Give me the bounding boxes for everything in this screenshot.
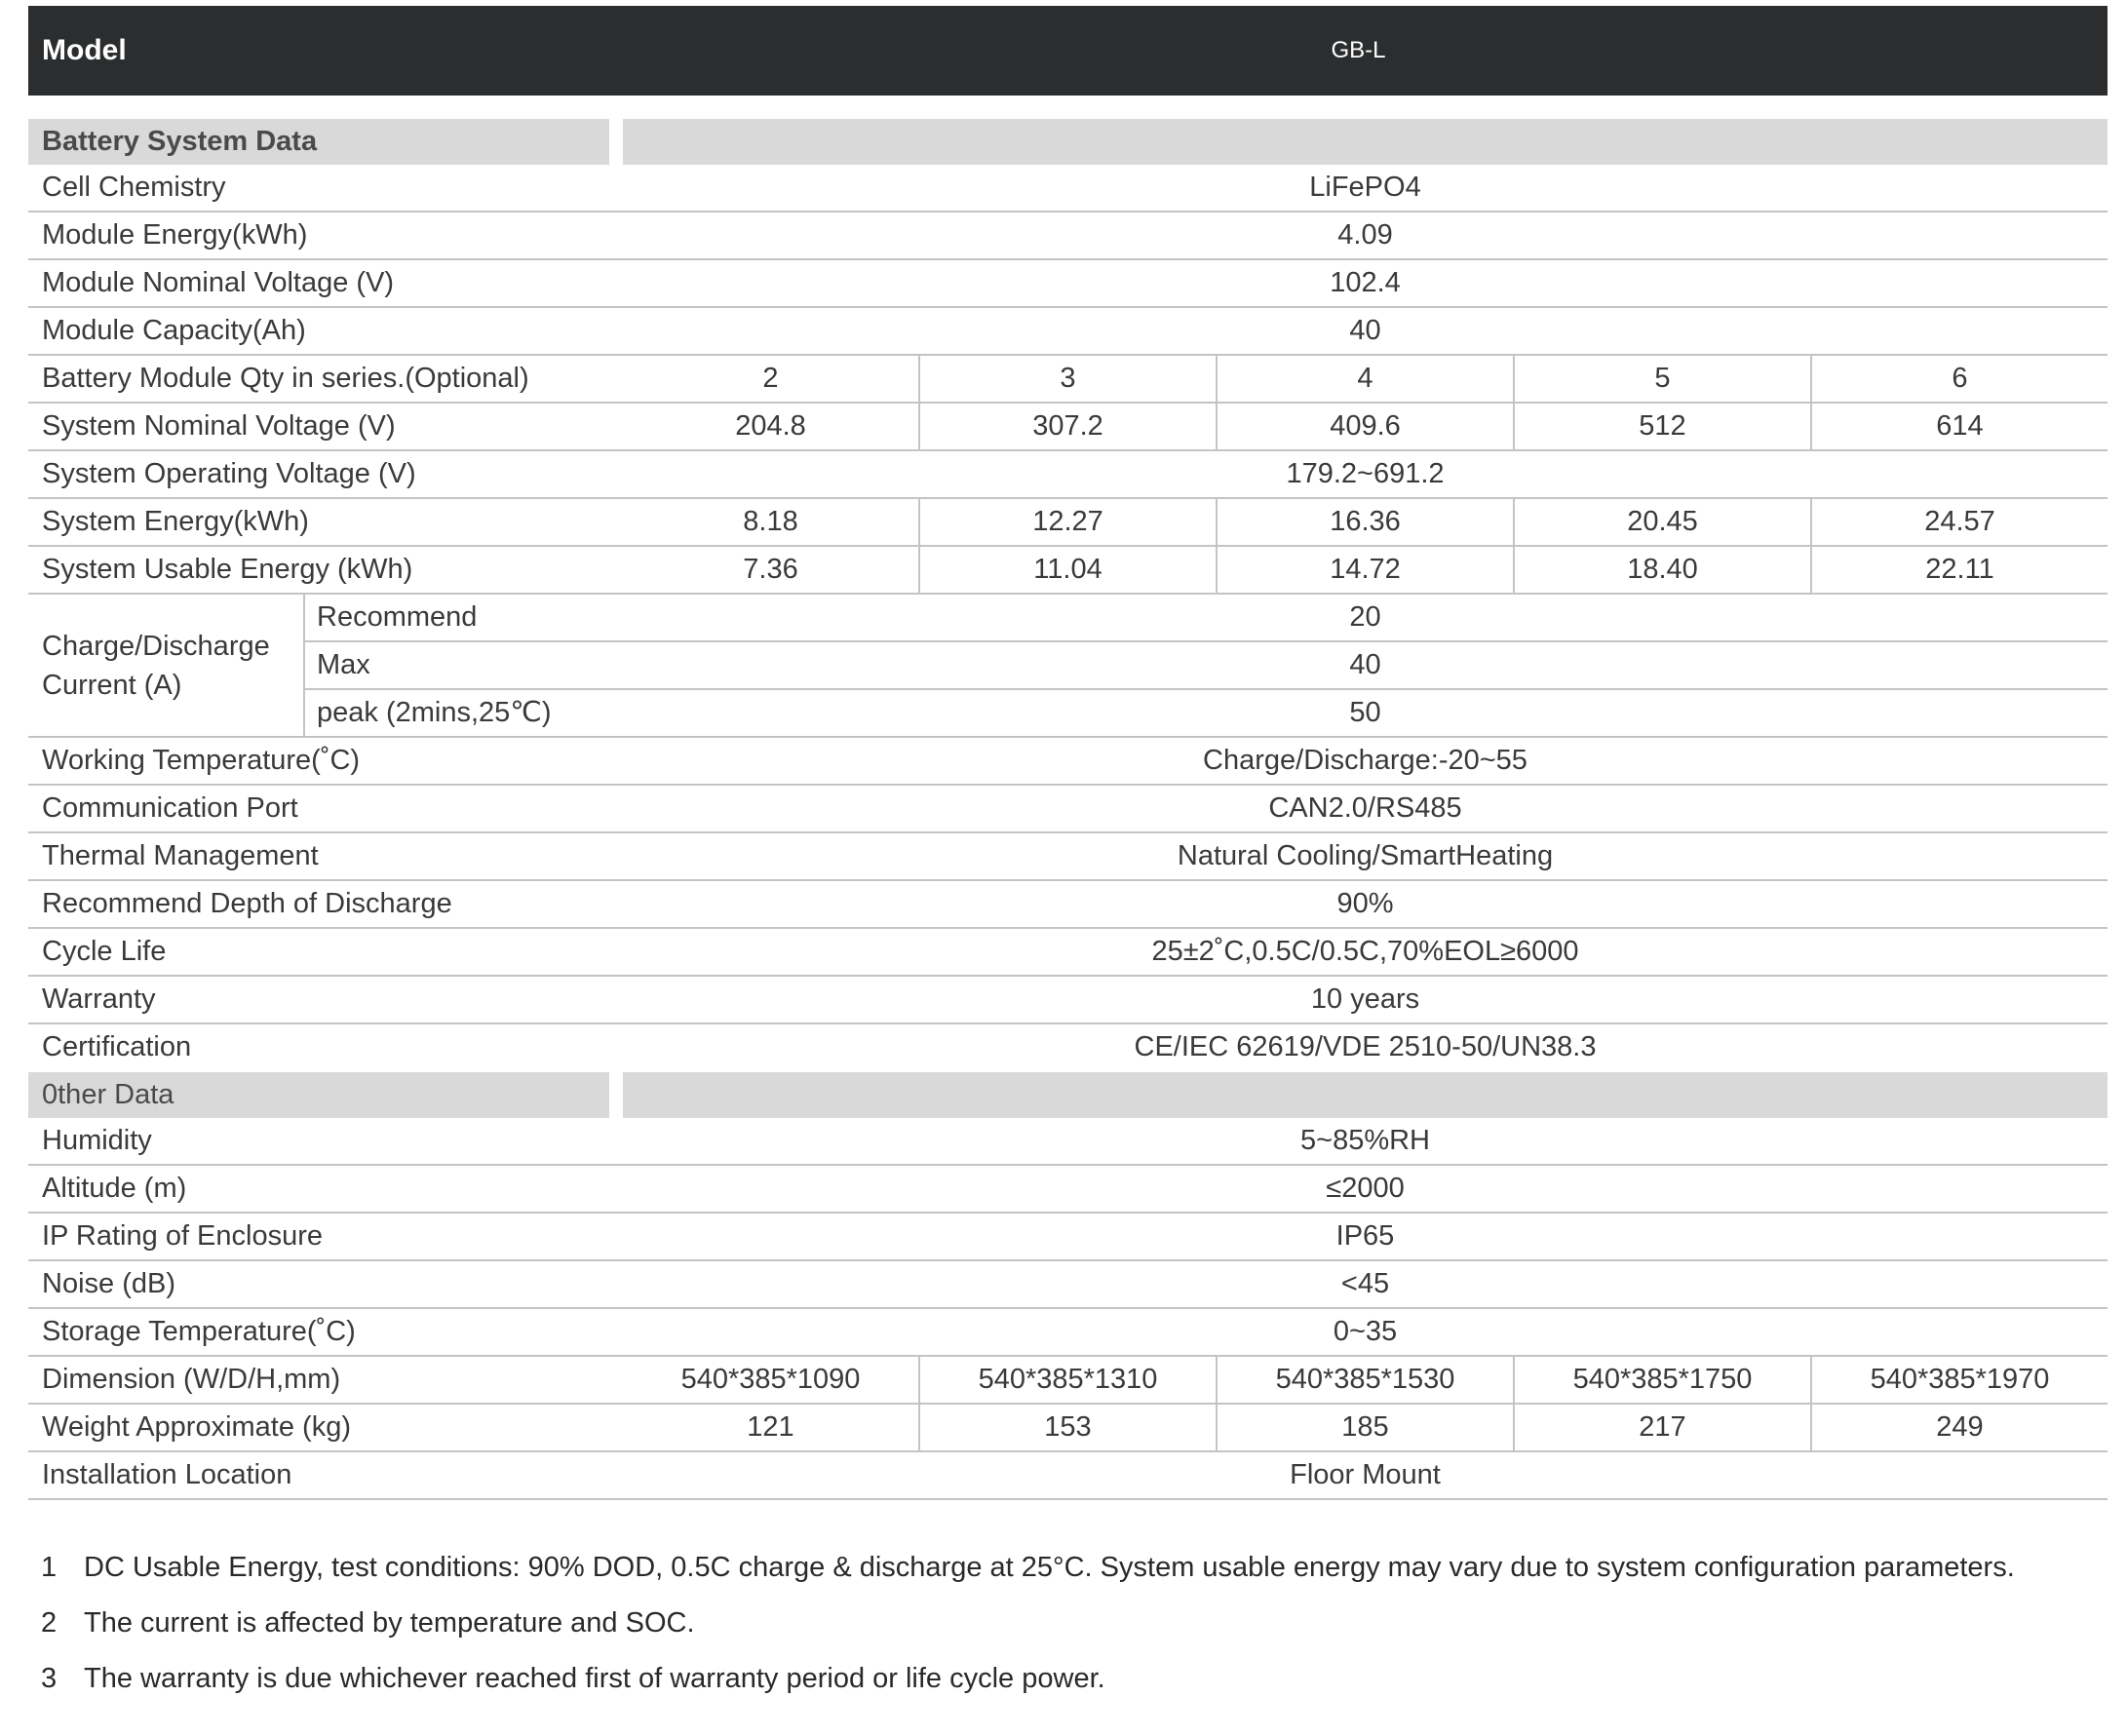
footnote	[41, 1659, 2015, 1715]
row-altitude	[28, 1166, 2108, 1214]
table-cell: 540*385*1750	[1513, 1357, 1810, 1403]
row-weight	[28, 1405, 2108, 1452]
row-depth-of-discharge	[28, 881, 2108, 929]
subrow-value: 40	[1349, 649, 1381, 680]
table-cell: 2	[762, 363, 779, 394]
table-cell: 8.18	[743, 506, 798, 537]
table-cell: 14.72	[1216, 547, 1513, 593]
row-label: Weight Approximate (kg)	[42, 1411, 351, 1443]
row-label: Certification	[42, 1031, 192, 1062]
row-label: Cell Chemistry	[42, 172, 226, 203]
row-label: Altitude (m)	[42, 1173, 187, 1204]
row-system-energy	[28, 499, 2108, 547]
footnote	[41, 1548, 2015, 1603]
spec-sheet	[28, 6, 2108, 1500]
row-value: 4.09	[1337, 219, 1393, 251]
row-value: 25±2˚C,0.5C/0.5C,70%EOL≥6000	[1151, 936, 1579, 967]
row-label: Module Energy(kWh)	[42, 219, 308, 251]
table-cell: 540*385*1970	[1810, 1357, 2108, 1403]
row-label: Module Capacity(Ah)	[42, 315, 306, 346]
row-warranty	[28, 977, 2108, 1024]
model-value: GB-L	[1331, 37, 1386, 63]
row-ip-rating	[28, 1214, 2108, 1261]
row-value: 179.2~691.2	[1286, 458, 1445, 489]
row-label: Humidity	[42, 1125, 152, 1156]
row-label: Dimension (W/D/H,mm)	[42, 1364, 341, 1395]
row-label: Noise (dB)	[42, 1268, 175, 1299]
row-label: System Usable Energy (kWh)	[42, 554, 413, 585]
row-dimension	[28, 1357, 2108, 1405]
row-humidity	[28, 1118, 2108, 1166]
row-thermal-management	[28, 833, 2108, 881]
row-value: 102.4	[1330, 267, 1401, 298]
footnote-number: 3	[41, 1663, 58, 1694]
section-other-data	[28, 1072, 2108, 1118]
section-bar	[623, 119, 2108, 165]
subrow-value: 20	[1349, 601, 1381, 633]
row-value: 0~35	[1333, 1316, 1398, 1347]
table-cell: 204.8	[735, 410, 806, 442]
row-value: 40	[1349, 315, 1381, 346]
table-cell: 185	[1216, 1405, 1513, 1450]
row-value: Charge/Discharge:-20~55	[1203, 745, 1528, 776]
group-label	[28, 595, 303, 736]
row-value: CAN2.0/RS485	[1268, 792, 1462, 824]
row-value: ≤2000	[1326, 1173, 1405, 1204]
row-label: Recommend Depth of Discharge	[42, 888, 452, 919]
footnote	[41, 1603, 2015, 1659]
row-charge-discharge-current	[28, 595, 2108, 738]
row-label: Installation Location	[42, 1459, 292, 1490]
subrow-peak	[305, 690, 2108, 736]
row-cycle-life	[28, 929, 2108, 977]
table-cell: 540*385*1530	[1216, 1357, 1513, 1403]
section-bar	[623, 1072, 2108, 1118]
row-value: 10 years	[1310, 984, 1420, 1015]
row-label: Module Nominal Voltage (V)	[42, 267, 395, 298]
row-noise	[28, 1261, 2108, 1309]
row-value: Floor Mount	[1290, 1459, 1441, 1490]
table-cell: 16.36	[1216, 499, 1513, 545]
row-label: Working Temperature(˚C)	[42, 745, 361, 776]
row-module-nominal-voltage	[28, 260, 2108, 308]
row-label: IP Rating of Enclosure	[42, 1220, 324, 1252]
table-cell: 153	[918, 1405, 1216, 1450]
row-label: Communication Port	[42, 792, 298, 824]
table-cell: 512	[1513, 404, 1810, 449]
row-label: System Operating Voltage (V)	[42, 458, 416, 489]
subrow-recommend	[305, 595, 2108, 642]
row-value: CE/IEC 62619/VDE 2510-50/UN38.3	[1134, 1031, 1597, 1062]
table-cell: 121	[747, 1411, 794, 1443]
table-cell: 4	[1216, 356, 1513, 402]
row-storage-temperature	[28, 1309, 2108, 1357]
row-value: IP65	[1335, 1220, 1395, 1252]
footnote-text: The current is affected by temperature and SOC.	[84, 1607, 695, 1639]
subrow-value: 50	[1349, 697, 1381, 728]
row-label: System Nominal Voltage (V)	[42, 410, 396, 442]
subrow-label: Max	[317, 649, 370, 680]
row-installation-location	[28, 1452, 2108, 1500]
row-communication-port	[28, 786, 2108, 833]
row-certification	[28, 1024, 2108, 1072]
row-system-nominal-voltage	[28, 404, 2108, 451]
table-cell: 249	[1810, 1405, 2108, 1450]
section-title: Battery System Data	[28, 119, 609, 165]
footnotes	[41, 1548, 2015, 1715]
row-module-qty	[28, 356, 2108, 404]
row-cell-chemistry	[28, 165, 2108, 212]
table-cell: 409.6	[1216, 404, 1513, 449]
section-battery-system-data	[28, 119, 2108, 165]
table-cell: 5	[1513, 356, 1810, 402]
subrow-label: peak (2mins,25℃)	[317, 697, 552, 728]
row-working-temperature	[28, 738, 2108, 786]
footnote-text: DC Usable Energy, test conditions: 90% DOD, 0.5C charge & discharge at 25°C. System usable energy may vary due to system configuration parameters.	[84, 1552, 2015, 1583]
table-cell: 20.45	[1513, 499, 1810, 545]
subrow-max	[305, 642, 2108, 690]
row-label: Battery Module Qty in series.(Optional)	[42, 363, 529, 394]
row-label: Warranty	[42, 984, 156, 1015]
table-cell: 24.57	[1810, 499, 2108, 545]
table-cell: 22.11	[1810, 547, 2108, 593]
footnote-number: 1	[41, 1552, 58, 1583]
table-cell: 12.27	[918, 499, 1216, 545]
row-label: Thermal Management	[42, 840, 319, 871]
group-label-line: Charge/Discharge	[42, 630, 270, 662]
model-label: Model	[42, 34, 127, 66]
row-value: Natural Cooling/SmartHeating	[1177, 840, 1554, 871]
row-system-usable-energy	[28, 547, 2108, 595]
table-cell: 540*385*1310	[918, 1357, 1216, 1403]
table-cell: 11.04	[918, 547, 1216, 593]
row-value: 90%	[1336, 888, 1394, 919]
row-module-capacity	[28, 308, 2108, 356]
table-cell: 6	[1810, 356, 2108, 402]
section-title: 0ther Data	[28, 1072, 609, 1118]
footnote-number: 2	[41, 1607, 58, 1639]
row-value: LiFePO4	[1309, 172, 1421, 203]
table-cell: 7.36	[743, 554, 798, 585]
row-system-operating-voltage	[28, 451, 2108, 499]
row-label: Cycle Life	[42, 936, 167, 967]
footnote-text: The warranty is due whichever reached first of warranty period or life cycle power.	[84, 1663, 1105, 1694]
table-cell: 614	[1810, 404, 2108, 449]
row-module-energy	[28, 212, 2108, 260]
table-cell: 540*385*1090	[680, 1364, 861, 1395]
row-label: System Energy(kWh)	[42, 506, 309, 537]
table-cell: 18.40	[1513, 547, 1810, 593]
group-label-line: Current (A)	[42, 669, 182, 701]
table-cell: 307.2	[918, 404, 1216, 449]
row-label: Storage Temperature(˚C)	[42, 1316, 356, 1347]
row-value: 5~85%RH	[1300, 1125, 1430, 1156]
table-header	[28, 6, 2108, 96]
subrow-label: Recommend	[317, 601, 478, 633]
table-cell: 217	[1513, 1405, 1810, 1450]
row-value: <45	[1340, 1268, 1390, 1299]
table-cell: 3	[918, 356, 1216, 402]
